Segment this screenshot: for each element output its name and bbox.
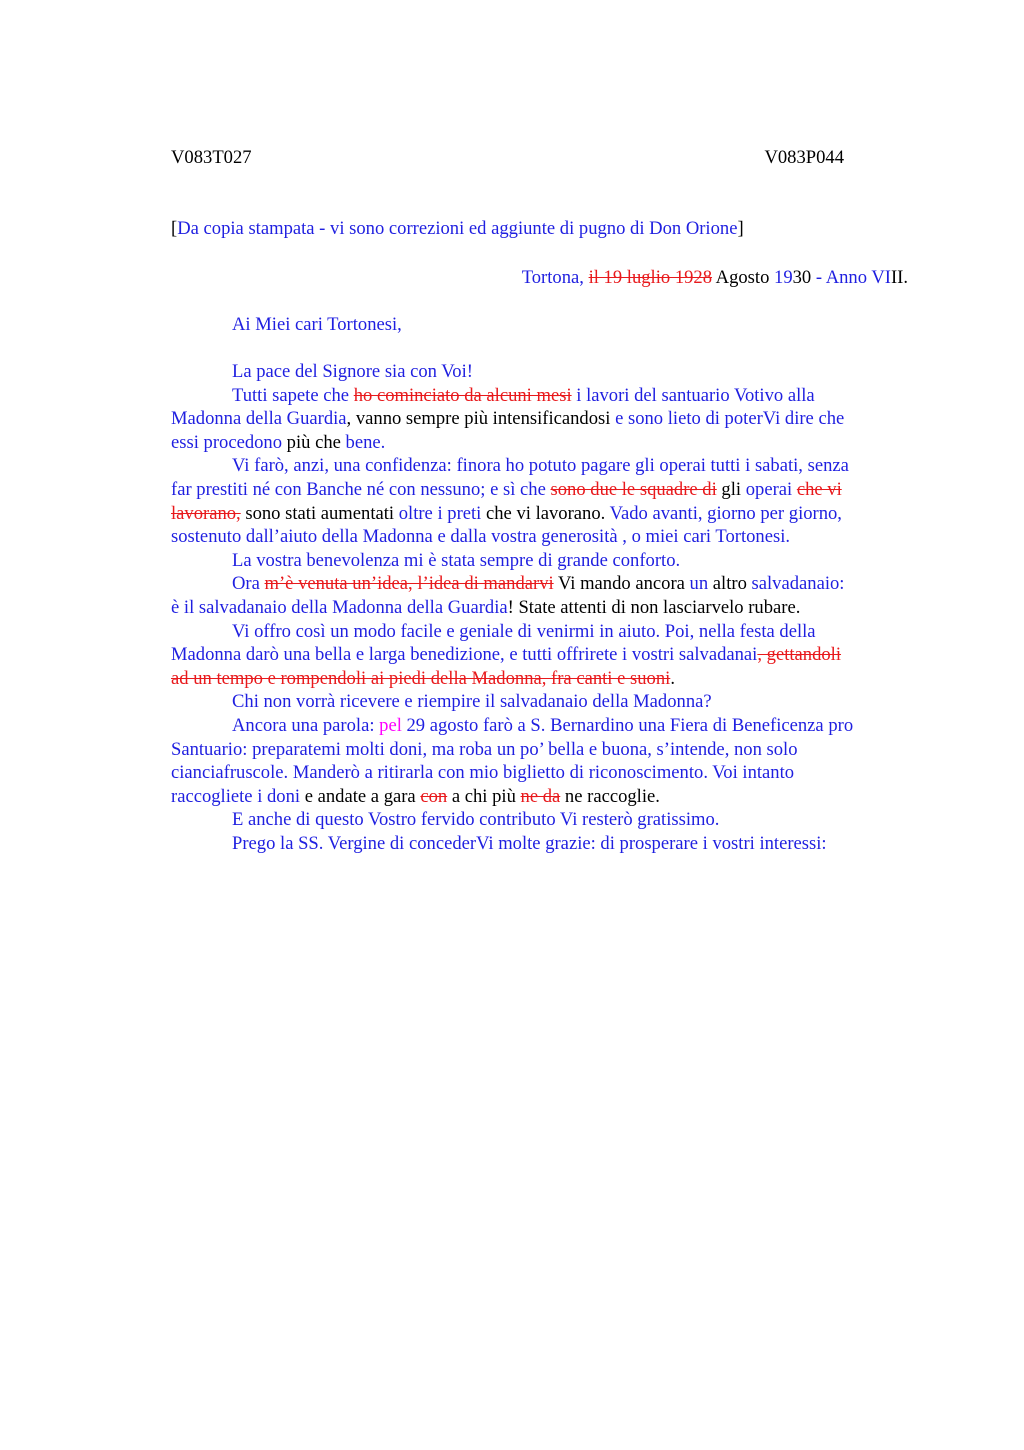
text-run: 29 agosto farò a S. Bernardino una Fiera di Beneficenza pro <box>401 714 854 736</box>
dateline-period: . <box>903 267 908 288</box>
text-run: e sono lieto di poterVi dire che <box>615 408 845 430</box>
text-run: Madonna della Guardia <box>171 408 347 430</box>
text-run: sostenuto dall’aiuto della Madonna e dalla vostra generosità , o miei cari Tortonesi. <box>171 526 791 548</box>
paragraph-offer-line2 <box>171 643 931 667</box>
text-run: Prego la SS. Vergine di concederVi molte grazie: di prosperare i vostri interessi: <box>232 832 827 854</box>
deleted-text: che vi <box>796 478 842 500</box>
paragraph-sanctuary-works-line3 <box>171 431 931 455</box>
text-run: La pace del Signore sia con Voi! <box>232 361 473 382</box>
dateline-deleted-date: il 19 luglio 1928 <box>588 267 713 288</box>
text-run: gli <box>716 478 746 500</box>
dateline <box>171 266 908 290</box>
text-run: ne raccoglie. <box>560 785 660 807</box>
text-run: Ora <box>232 573 265 595</box>
note-open-bracket: [ <box>171 218 178 239</box>
paragraph-benevolence <box>171 549 931 573</box>
paragraph-confidence-line3 <box>171 502 931 526</box>
text-run: che vi lavorano. <box>481 502 610 524</box>
text-run: far prestiti né con Banche né con nessuno; e sì che <box>171 478 551 500</box>
paragraph-offer <box>171 620 931 644</box>
dateline-separator: - <box>811 267 826 288</box>
paragraph-charity-fair-line3 <box>171 761 931 785</box>
text-run: La vostra benevolenza mi è stata sempre di grande conforto. <box>232 549 681 571</box>
inserted-text: pel <box>379 714 402 736</box>
paragraph-confidence <box>171 454 931 478</box>
paragraph-piggy-bank <box>171 572 931 596</box>
paragraph-greeting <box>171 360 931 384</box>
paragraph-charity-fair-line4 <box>171 785 931 809</box>
dateline-roman-suffix: II <box>890 267 904 288</box>
document-code-left: V083T027 <box>171 147 252 168</box>
deleted-text: ad un tempo e rompendoli ai piedi della Madonna, fra canti e suoni <box>171 667 671 689</box>
text-run: altro <box>708 573 752 595</box>
text-run: un <box>689 573 709 595</box>
text-run: E anche di questo Vostro fervido contributo Vi resterò gratissimo. <box>232 809 720 831</box>
text-run: è il salvadanaio della Madonna della Guardia <box>171 596 508 618</box>
deleted-text: ho cominciato da alcuni mesi <box>353 384 572 406</box>
text-run: i lavori del santuario Votivo alla <box>571 384 815 406</box>
salutation <box>171 313 931 337</box>
paragraph-sanctuary-works <box>171 384 931 408</box>
dateline-place: Tortona, <box>521 267 584 288</box>
paragraph-confidence-line2 <box>171 478 931 502</box>
text-run: operai <box>745 478 797 500</box>
deleted-text: con <box>420 785 448 807</box>
dateline-year-part2: 30 <box>792 267 812 288</box>
text-run: più che <box>282 431 346 453</box>
paragraph-sanctuary-works-line2 <box>171 407 931 431</box>
text-run: essi procedono <box>171 431 283 453</box>
text-run: sono stati aumentati <box>240 502 399 524</box>
deleted-text: , gettandoli <box>757 644 842 666</box>
text-run: Tutti sapete che <box>232 384 354 406</box>
deleted-text: ne da <box>520 785 561 807</box>
paragraph-charity-fair <box>171 714 931 738</box>
text-run: a chi più <box>447 785 521 807</box>
paragraph-offer-line3 <box>171 667 931 691</box>
text-run: bene. <box>345 431 386 453</box>
page-code-right: V083P044 <box>764 147 844 168</box>
text-run: cianciafruscole. Manderò a ritirarla con mio biglietto di riconoscimento. Voi intanto <box>171 762 795 784</box>
note-text: Da copia stampata - vi sono correzioni ed aggiunte di pugno di Don Orione <box>177 218 738 239</box>
text-run: Vado avanti, giorno per giorno, <box>609 502 842 524</box>
text-run: oltre i preti <box>398 502 482 524</box>
text-run: Vi farò, anzi, una confidenza: finora ho potuto pagare gli operai tutti i sabati, senza <box>232 455 849 477</box>
text-run: . <box>670 667 675 689</box>
paragraph-question <box>171 690 931 714</box>
deleted-text: sono due le squadre di <box>550 478 717 500</box>
salutation-text: Ai Miei cari Tortonesi, <box>232 314 402 335</box>
text-run: Santuario: preparatemi molti doni, ma roba un po’ bella e buona, s’intende, non solo <box>171 738 798 760</box>
paragraph-piggy-bank-line2 <box>171 596 931 620</box>
paragraph-confidence-line4 <box>171 525 931 549</box>
source-note <box>171 217 931 241</box>
text-run: Vi mando ancora <box>553 573 690 595</box>
text-run: , vanno sempre più intensificandosi <box>346 408 616 430</box>
text-run: ! State attenti di non lasciarvelo rubare. <box>507 596 801 618</box>
dateline-month: Agosto <box>712 267 775 288</box>
letter-body <box>171 360 931 855</box>
paragraph-gratitude <box>171 808 931 832</box>
paragraph-charity-fair-line2 <box>171 738 931 762</box>
deleted-text: lavorano, <box>171 502 241 524</box>
text-run: e andate a gara <box>300 785 421 807</box>
dateline-anno: Anno VI <box>825 267 891 288</box>
dateline-year-part1: 19 <box>774 267 793 288</box>
text-run: Ancora una parola: <box>232 714 380 736</box>
text-run: salvadanaio: <box>751 573 845 595</box>
text-run: Madonna darò una bella e larga benedizione, e tutti offrirete i vostri salvadanai <box>171 644 758 666</box>
deleted-text: m’è venuta un’idea, l’idea di mandarvi <box>264 573 554 595</box>
paragraph-prayer <box>171 832 931 856</box>
text-run: raccogliete i doni <box>171 785 301 807</box>
text-run: Chi non vorrà ricevere e riempire il salvadanaio della Madonna? <box>232 691 712 713</box>
document-header <box>171 146 844 170</box>
text-run: Vi offro così un modo facile e geniale di venirmi in aiuto. Poi, nella festa della <box>232 620 816 642</box>
note-close-bracket: ] <box>737 218 744 239</box>
